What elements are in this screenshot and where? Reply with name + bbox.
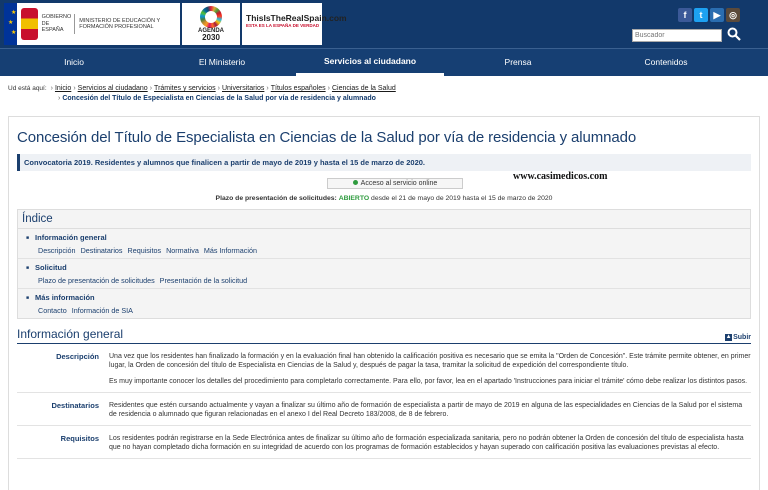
subir-link[interactable] [725, 334, 751, 341]
breadcrumb-link[interactable]: Ciencias de la Salud [331, 85, 396, 92]
index-section-heading[interactable]: ■ Solicitud [26, 263, 742, 272]
social-links [678, 8, 740, 22]
plazo-info [17, 195, 751, 202]
breadcrumb-separator: › [50, 85, 53, 92]
arrow-up-icon: ▲ [725, 334, 732, 340]
info-paragraph: Los residentes podrán registrarse en la Sede Electrónica antes de finalizar su último año de formación especializada sanitaria, pero no podrán obtener la Orden de concesión del título de especialista hasta que no hayan completado dicha formación en su integridad de acuerdo con los programas de formación establecidos y hayan superado con calificación positiva las evaluaciones previstas al efecto. [109, 435, 744, 451]
index-link[interactable]: Contacto [38, 306, 67, 315]
breadcrumb-separator: › [217, 85, 220, 92]
index-link[interactable]: Plazo de presentación de solicitudes [38, 276, 155, 285]
breadcrumb-link[interactable]: Inicio [54, 85, 72, 92]
agenda-year: 2030 [202, 33, 220, 42]
index-link[interactable]: Normativa [166, 246, 199, 255]
index-section [18, 289, 750, 318]
info-paragraph: Una vez que los residentes han finalizado la formación y en la evaluación final han obtenido la calificación positiva es necesario que se emita la "Orden de Concesión". Este trámite permite obtener, en primer lugar, la Orden de concesión del título de Especialista en Ciencias de la Salud y, después de pagar la tasa, tramitar la solicitud de expedición del correspondiente título. [109, 353, 751, 369]
gobierno-text: GOBIERNO DE ESPAÑA [42, 14, 76, 34]
index-link[interactable]: Destinatarios [80, 246, 123, 255]
status-dot-icon [353, 180, 358, 185]
this-is-the-real-spain-banner[interactable] [242, 3, 347, 45]
coat-of-arms-icon [21, 8, 38, 40]
subir-label: Subir [733, 334, 751, 341]
info-row [17, 344, 751, 393]
breadcrumb-link[interactable]: Servicios al ciudadano [77, 85, 148, 92]
info-row-value [109, 352, 751, 386]
nav-item-el-ministerio[interactable]: El Ministerio [198, 57, 246, 67]
trs-subtitle: ESTA ES LA ESPAÑA DE VERDAD [246, 23, 320, 28]
index-link[interactable]: Más Información [203, 246, 257, 255]
info-paragraph: Residentes que estén cursando actualmente y vayan a finalizar su último año de formación de especialista a partir de mayo de 2019 en alguna de las especialidades en Ciencias de la Salud por el sistema de residencia o alumnado que figuran relacionadas en el anexo I del Real Decreto 183/2008, de 8 de febrero. [109, 402, 743, 418]
breadcrumb-link[interactable]: Trámites y servicios [154, 85, 216, 92]
breadcrumb: Ud está aquí: › Inicio › Servicios al ciudadano › Trámites y servicios › Universitarios › Títulos españoles › Ciencias de la Salud › Concesión del Título de Especialista en Ciencias de la Salud por vía de residencia y alumnado [8, 85, 396, 102]
index-link[interactable]: Descripción [38, 246, 76, 255]
breadcrumb-link[interactable]: Universitarios [221, 85, 265, 92]
breadcrumb-separator: › [73, 85, 76, 92]
info-title: Información general [17, 327, 124, 341]
eu-flag-icon: ★ ★ ★ [4, 3, 17, 45]
youtube-icon[interactable]: ▶ [710, 8, 724, 22]
sdg-wheel-icon [200, 6, 222, 28]
instagram-icon[interactable]: ◎ [726, 8, 740, 22]
site-header [0, 0, 768, 48]
online-service-button[interactable] [327, 178, 463, 189]
info-row-value [109, 401, 751, 419]
info-header [17, 327, 751, 344]
nav-item-prensa[interactable]: Prensa [504, 57, 532, 67]
agenda-label: AGENDA [197, 28, 224, 34]
breadcrumb-separator: › [327, 85, 330, 92]
page-title: Concesión del Título de Especialista en Ciencias de la Salud por vía de residencia y alumnado [17, 129, 637, 146]
info-row-label: Requisitos [60, 434, 99, 443]
plazo-dates: desde el 21 de mayo de 2019 hasta el 15 de marzo de 2020 [371, 195, 553, 202]
breadcrumb-separator: › [266, 85, 269, 92]
index-link[interactable]: Presentación de la solicitud [159, 276, 248, 285]
twitter-icon[interactable]: t [694, 8, 708, 22]
ministry-text: MINISTERIO DE EDUCACIÓN Y FORMACIÓN PROFESIONAL [79, 17, 161, 30]
index-section-heading[interactable]: ■ Más información [26, 293, 742, 302]
status-badge: ABIERTO [338, 195, 370, 202]
info-row-value [109, 434, 751, 452]
breadcrumb-separator: › [149, 85, 153, 92]
nav-item-contenidos[interactable]: Contenidos [644, 57, 688, 67]
info-row [17, 426, 751, 459]
watermark-text: www.casimedicos.com [513, 171, 608, 182]
breadcrumb-link[interactable]: Títulos españoles [270, 85, 326, 92]
facebook-icon[interactable]: f [678, 8, 692, 22]
trs-title: ThisIsTheRealSpain.com [246, 13, 347, 23]
index-link[interactable]: Requisitos [127, 246, 162, 255]
plazo-label: Plazo de presentación de solicitudes: [215, 195, 337, 202]
search-icon[interactable] [727, 27, 741, 41]
main-content [8, 116, 760, 490]
breadcrumb-label: Ud está aquí: [8, 85, 47, 92]
convocatoria-banner: Convocatoria 2019. Residentes y alumnos que finalicen a partir de mayo de 2019 y hasta el 15 de marzo de 2020. [17, 154, 751, 171]
info-row-label: Descripción [56, 352, 99, 361]
index-section [18, 229, 750, 259]
index-section [18, 259, 750, 289]
agenda-2030-logo[interactable] [182, 3, 240, 45]
breadcrumb-current: Concesión del Título de Especialista en Ciencias de la Salud por vía de residencia y alumnado [62, 94, 376, 102]
index-box [17, 209, 751, 319]
index-section-heading[interactable]: ■ Información general [26, 233, 742, 242]
government-logo[interactable] [4, 3, 180, 45]
search-input[interactable] [632, 29, 722, 42]
nav-item-inicio[interactable]: Inicio [64, 57, 84, 67]
info-row-label: Destinatarios [51, 401, 99, 410]
online-service-label: Acceso al servicio online [360, 180, 438, 187]
info-paragraph: Es muy importante conocer los detalles del procedimiento para completarlo correctamente. Para ello, por favor, lea en el apartado 'Instrucciones para iniciar el trámite' cómo debe realizar los distintos pasos. [109, 378, 748, 385]
info-row [17, 393, 751, 426]
nav-item-servicios-al-ciudadano[interactable]: Servicios al ciudadano [296, 49, 444, 76]
index-title: Índice [18, 210, 750, 229]
main-nav [0, 48, 768, 76]
index-link[interactable]: Información de SIA [71, 306, 133, 315]
